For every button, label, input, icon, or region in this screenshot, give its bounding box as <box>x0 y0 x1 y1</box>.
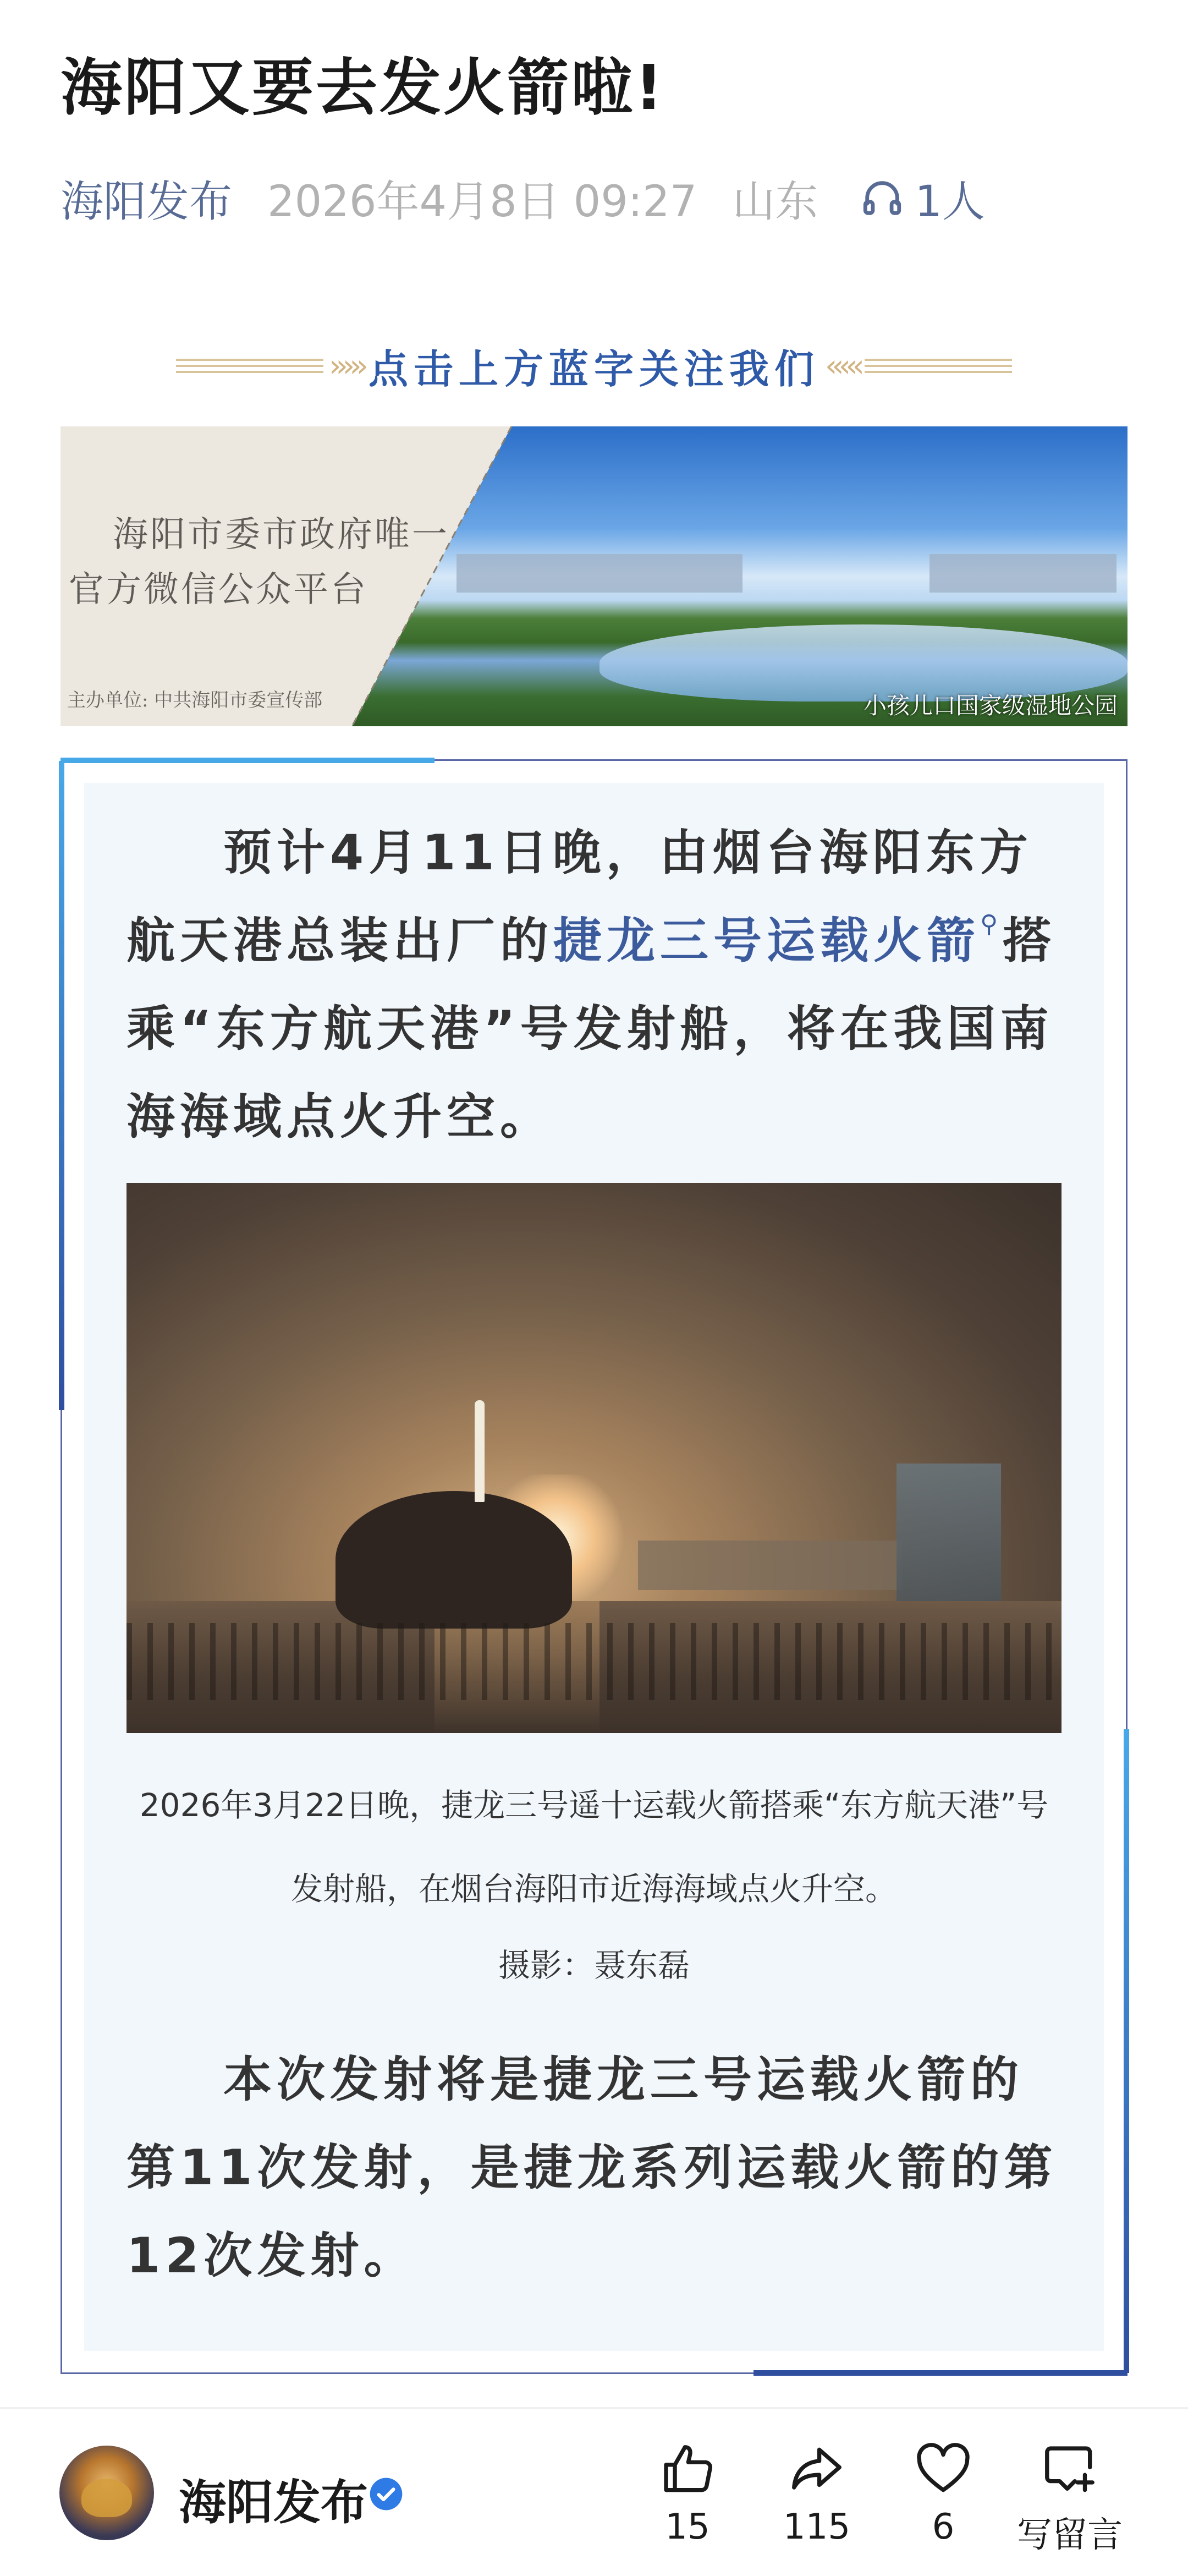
publish-date: 2026年4月8日 09:27 <box>267 177 697 227</box>
paragraph-2 <box>127 2036 1062 2300</box>
comment-add-icon <box>1040 2440 1100 2500</box>
photo-credit: 摄影：聂东磊 <box>498 1947 690 1984</box>
share-button[interactable] <box>762 2440 872 2547</box>
photo-rocket <box>475 1400 485 1502</box>
article-meta <box>61 165 985 231</box>
thumbs-up-icon <box>657 2440 718 2500</box>
headphones-icon <box>860 176 905 221</box>
like-button[interactable] <box>632 2440 743 2547</box>
card-accent-left <box>59 761 64 1410</box>
write-comment-button[interactable] <box>1015 2440 1125 2557</box>
banner-line2: 官方微信公众平台 <box>69 569 368 610</box>
follow-text: 点击上方蓝字关注我们 <box>369 346 820 392</box>
chevrons-right-icon: ››››› <box>329 348 363 384</box>
photo-aquaculture-rows <box>127 1623 1062 1700</box>
listen-button[interactable] <box>860 167 985 229</box>
photo-caption: 2026年3月22日晚，捷龙三号遥十运载火箭搭乘“东方航天港”号发射船，在烟台海阳市近海海域点火升空。 <box>139 1786 1049 1908</box>
header-banner-image <box>61 426 1128 726</box>
paragraph-1 <box>127 809 1062 1161</box>
paragraph-1-text-a: 预计4月11日晚，由烟台海阳东方航天港总装出厂的 <box>127 824 1033 969</box>
follow-line-left <box>176 359 323 373</box>
share-arrow-icon <box>787 2440 847 2500</box>
favorite-button[interactable] <box>888 2440 998 2547</box>
follow-banner[interactable] <box>176 336 1012 396</box>
photo-ship <box>897 1464 1001 1601</box>
author-link[interactable]: 海阳发布 <box>61 177 233 227</box>
listener-count: 1人 <box>915 177 986 227</box>
paragraph-2-text: 本次发射将是捷龙三号运载火箭的第11次发射，是捷龙系列运载火箭的第12次发射。 <box>127 2051 1058 2284</box>
banner-place-label: 小孩儿口国家级湿地公园 <box>863 692 1118 719</box>
rocket-search-link[interactable] <box>553 912 1003 969</box>
photo-harbor <box>638 1541 902 1590</box>
paragraph-1-text-b: 搭乘“东方航天港”号发射船，将在我国南海海域点火升空。 <box>127 912 1057 1145</box>
magnifier-icon: ⚲ <box>980 910 1003 938</box>
card-accent-bottom <box>754 2370 1128 2376</box>
comment-label: 写留言 <box>1017 2515 1123 2556</box>
banner-sponsor: 主办单位: 中共海阳市委宣传部 <box>67 689 323 711</box>
banner-line1: 海阳市委市政府唯一 <box>113 514 449 555</box>
account-avatar[interactable] <box>59 2446 154 2540</box>
article-title: 海阳又要去发火箭啦! <box>61 52 666 124</box>
chevrons-left-icon: ‹‹‹‹‹ <box>825 348 859 384</box>
card-accent-right <box>1124 1729 1129 2373</box>
publish-location: 山东 <box>732 177 818 227</box>
like-count: 15 <box>665 2507 710 2547</box>
card-accent-top <box>61 758 435 763</box>
article-footer <box>0 2409 1188 2576</box>
rocket-link-text: 捷龙三号运载火箭 <box>553 912 981 969</box>
favorite-count: 6 <box>932 2507 955 2547</box>
account-name[interactable]: 海阳发布 <box>179 2475 368 2530</box>
share-count: 115 <box>783 2507 851 2547</box>
photo-smoke <box>336 1491 572 1629</box>
follow-line-right <box>865 359 1012 373</box>
verified-icon <box>369 2476 404 2512</box>
rocket-launch-photo[interactable] <box>127 1183 1062 1733</box>
heart-icon <box>913 2440 974 2500</box>
